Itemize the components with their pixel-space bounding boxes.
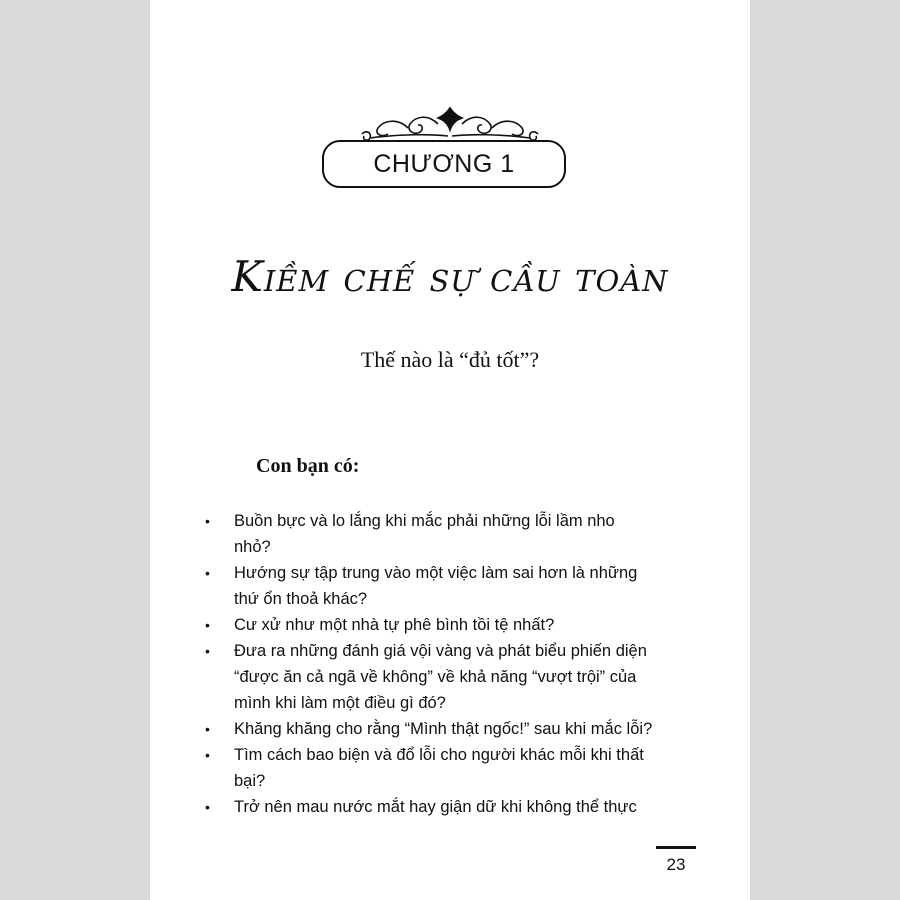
list-item-line: Cư xử như một nhà tự phê bình tồi tệ nhất? [234, 616, 555, 634]
list-item [205, 742, 665, 794]
bullet-icon: • [205, 513, 210, 529]
list-item-line: Khăng khăng cho rằng “Mình thật ngốc!” sau khi mắc lỗi? [234, 720, 653, 738]
chapter-title: Kiềm chế sự cầu toàn [231, 252, 669, 301]
list-item-line: mình khi làm một điều gì đó? [234, 694, 446, 712]
list-item [205, 560, 665, 612]
chapter-subtitle: Thế nào là “đủ tốt”? [360, 347, 540, 372]
bullet-icon: • [205, 721, 210, 737]
list-item-line: “được ăn cả ngã về không” về khả năng “vượt trội” của [234, 668, 637, 686]
flourish-ornament-icon [360, 104, 540, 144]
list-item-line: Đưa ra những đánh giá vội vàng và phát biểu phiến diện [234, 642, 647, 660]
list-item [205, 612, 665, 638]
list-item [205, 716, 665, 742]
footer-rule [656, 846, 696, 849]
list-item-line: Buồn bực và lo lắng khi mắc phải những lỗi lầm nho [234, 512, 615, 530]
bullet-icon: • [205, 747, 210, 763]
list-item-line: Tìm cách bao biện và đổ lỗi cho người khác mỗi khi thất [234, 746, 644, 764]
page-number: 23 [666, 855, 686, 874]
chapter-label-box [322, 140, 566, 188]
bullet-icon: • [205, 643, 210, 659]
list-item-line: Trở nên mau nước mắt hay giận dữ khi không thể thực [234, 798, 637, 816]
bullet-icon: • [205, 617, 210, 633]
intro-heading: Con bạn có: [256, 455, 360, 477]
question-list [205, 508, 665, 820]
list-item [205, 638, 665, 716]
bullet-icon: • [205, 799, 210, 815]
chapter-label: CHƯƠNG 1 [373, 149, 515, 178]
book-page [150, 0, 750, 900]
list-item-line: Hướng sự tập trung vào một việc làm sai hơn là những [234, 564, 638, 582]
list-item-line: bại? [234, 772, 266, 790]
list-item [205, 508, 665, 560]
list-item [205, 794, 665, 820]
list-item-line: nhỏ? [234, 538, 271, 556]
bullet-icon: • [205, 565, 210, 581]
list-item-line: thứ ổn thoả khác? [234, 590, 368, 608]
